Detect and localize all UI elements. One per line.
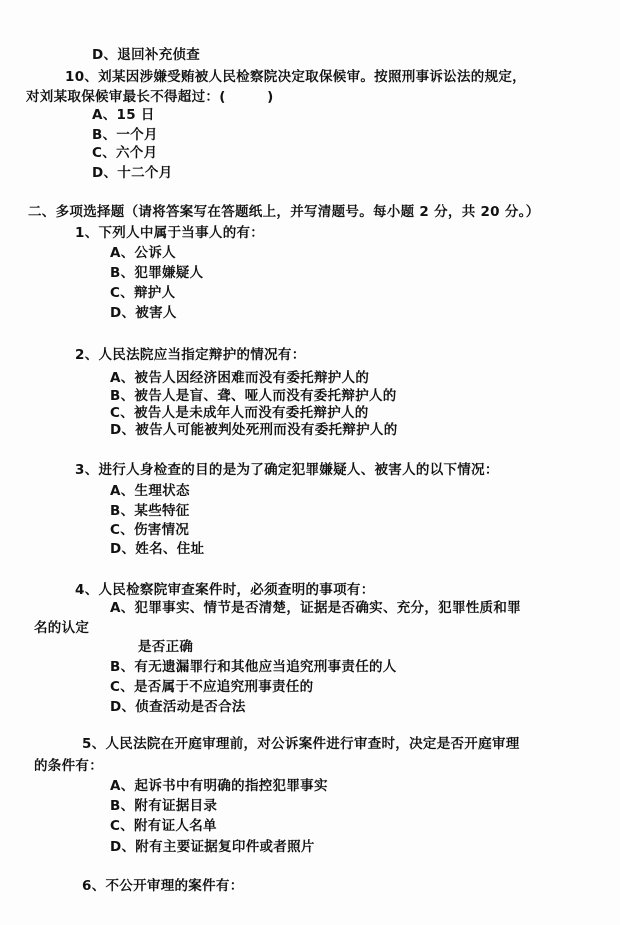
m4-option: B、有无遗漏罪行和其他应当追究刑事责任的人 xyxy=(110,659,397,675)
m5-option: A、起诉书中有明确的指控犯罪事实 xyxy=(110,778,328,794)
m1-option: D、被害人 xyxy=(110,305,177,321)
q10-option: B、一个月 xyxy=(92,127,158,143)
m3-option: B、某些特征 xyxy=(110,503,190,519)
m4-option: C、是否属于不应追究刑事责任的 xyxy=(110,679,314,695)
m2-option: B、被告人是盲、聋、哑人而没有委托辩护人的 xyxy=(110,388,397,404)
m3-option: A、生理状态 xyxy=(110,483,190,499)
m3-stem: 3、进行人身检查的目的是为了确定犯罪嫌疑人、被害人的以下情况： xyxy=(75,462,499,478)
m2-stem: 2、人民法院应当指定辩护的情况有： xyxy=(75,347,306,363)
m6-stem: 6、不公开审理的案件有： xyxy=(82,878,244,894)
m2-option: C、被告人是未成年人而没有委托辩护人的 xyxy=(110,405,369,421)
q9-option-d: D、退回补充侦查 xyxy=(92,47,201,63)
m5-stem: 5、人民法院在开庭审理前，对公诉案件进行审查时，决定是否开庭审理 xyxy=(82,736,520,752)
m5-option: B、附有证据目录 xyxy=(110,798,218,814)
m3-option: D、姓名、住址 xyxy=(110,541,205,557)
m1-option: B、犯罪嫌疑人 xyxy=(110,265,204,281)
m4-option: D、侦查活动是否合法 xyxy=(110,699,246,715)
m1-option: A、公诉人 xyxy=(110,245,176,261)
m2-option: A、被告人因经济困难而没有委托辩护人的 xyxy=(110,370,370,386)
q10-option: A、15 日 xyxy=(92,107,155,123)
section-heading: 二、多项选择题（请将答案写在答题纸上，并写清题号。每小题 2 分，共 20 分。） xyxy=(28,204,540,220)
m4-stem: 4、人民检察院审查案件时，必须查明的事项有： xyxy=(75,582,375,598)
q10-option: C、六个月 xyxy=(92,145,158,161)
m4-option-a-cont: 名的认定 xyxy=(34,620,90,636)
m5-option: C、附有证人名单 xyxy=(110,818,217,834)
m4-option-a: A、犯罪事实、情节是否清楚，证据是否确实、充分，犯罪性质和罪 xyxy=(110,600,521,616)
m3-option: C、伤害情况 xyxy=(110,522,190,538)
m2-option: D、被告人可能被判处死刑而没有委托辩护人的 xyxy=(110,422,398,438)
m5-option: D、附有主要证据复印件或者照片 xyxy=(110,839,315,855)
q10-stem-cont: 对刘某取保候审最长不得超过：( ) xyxy=(26,89,274,105)
q10-stem: 10、刘某因涉嫌受贿被人民检察院决定取保候审。按照刑事诉讼法的规定， xyxy=(65,69,526,85)
m1-stem: 1、下列人中属于当事人的有： xyxy=(75,225,265,241)
m1-option: C、辩护人 xyxy=(110,285,176,301)
q10-option: D、十二个月 xyxy=(92,165,173,181)
m5-stem-cont: 的条件有： xyxy=(34,758,103,774)
m4-option-a-cont2: 是否正确 xyxy=(138,639,194,655)
